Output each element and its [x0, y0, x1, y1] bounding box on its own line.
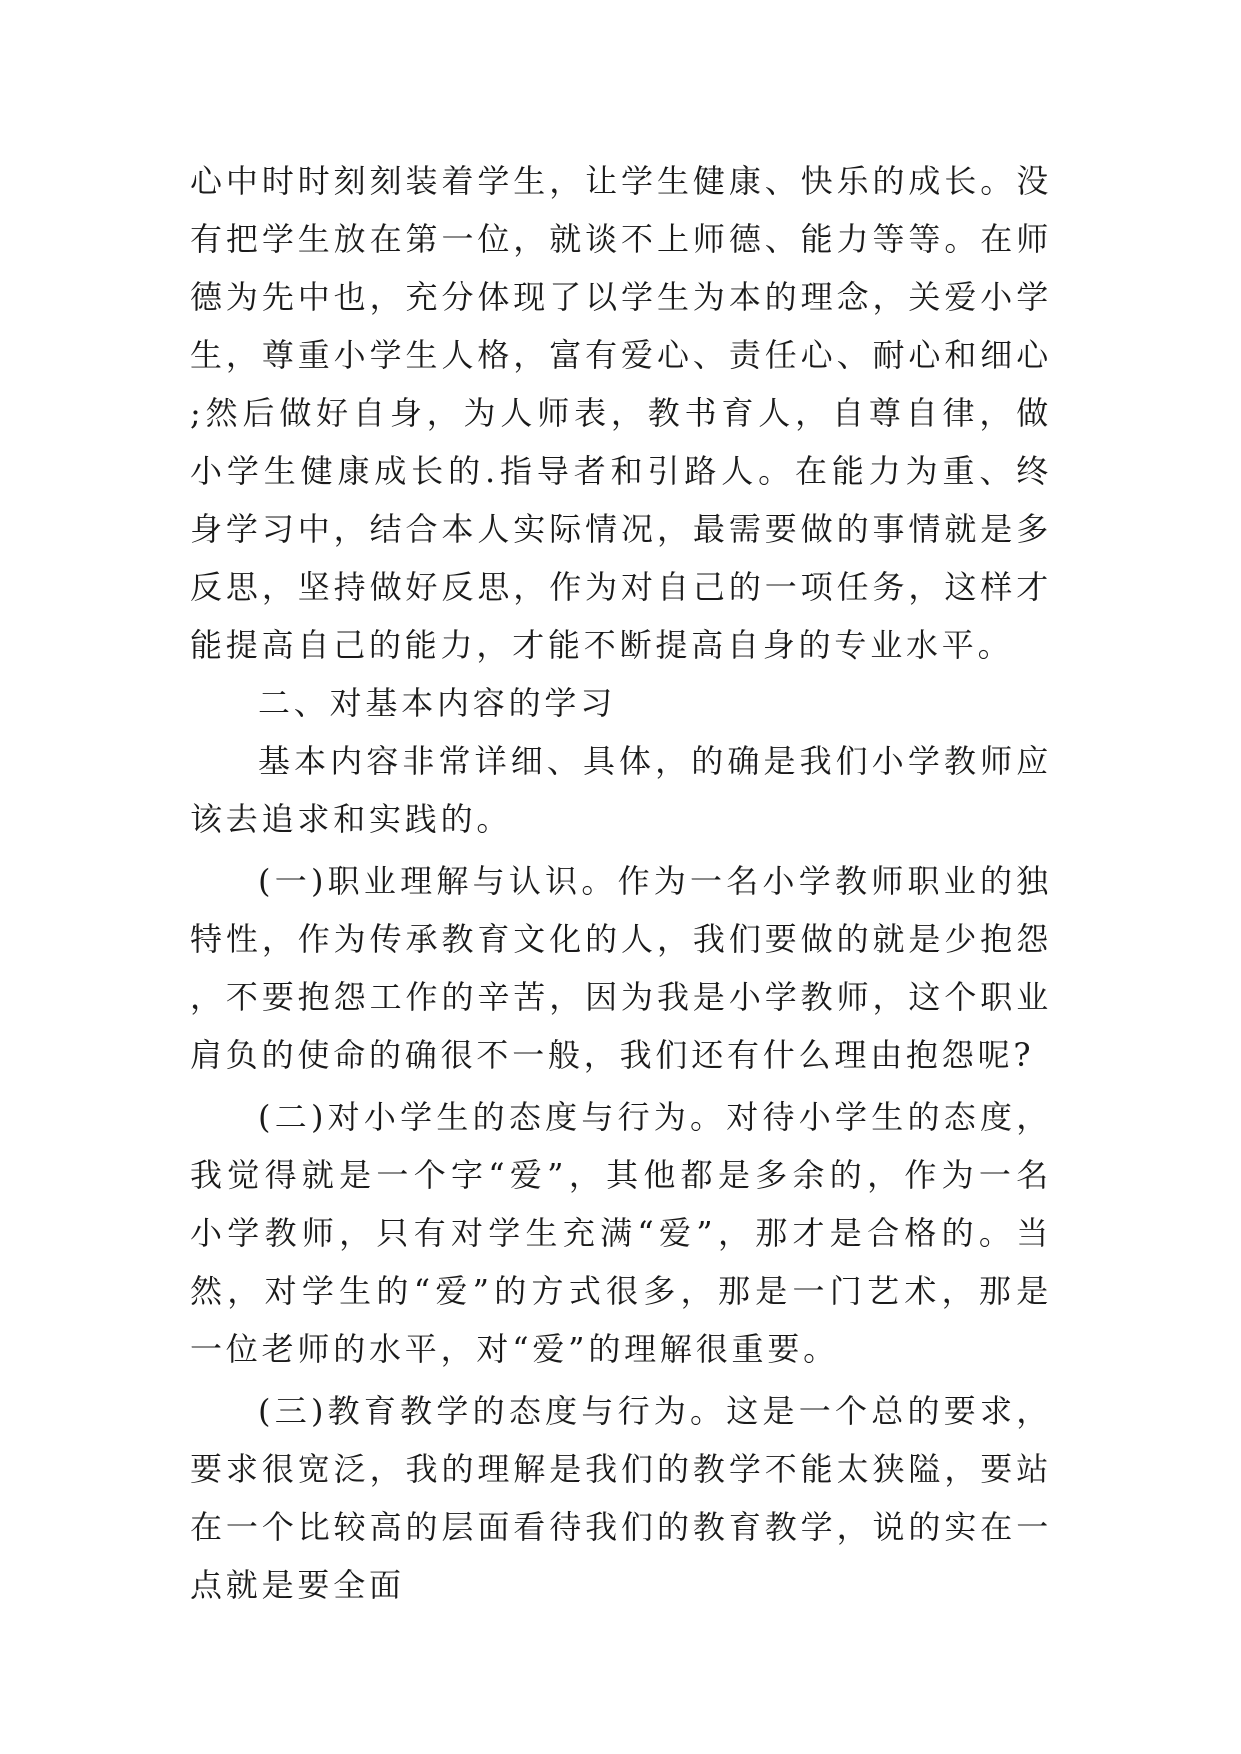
- paragraph-5: (三)教育教学的态度与行为。这是一个总的要求，要求很宽泛，我的理解是我们的教学不能太狭隘，要站在一个比较高的层面看待我们的教育教学，说的实在一点就是要全面: [190, 1392, 1052, 1604]
- paragraph-2: 基本内容非常详细、具体，的确是我们小学教师应该去追求和实践的。: [190, 742, 1052, 838]
- paragraph-3: (一)职业理解与认识。作为一名小学教师职业的独特性，作为传承教育文化的人，我们要做的就是少抱怨，不要抱怨工作的辛苦，因为我是小学教师，这个职业肩负的使命的确很不一般，我们还有什么理由抱怨呢?: [190, 862, 1052, 1074]
- section-heading: 二、对基本内容的学习: [258, 684, 617, 722]
- paragraph-4: (二)对小学生的态度与行为。对待小学生的态度，我觉得就是一个字“爱”，其他都是多余的，作为一名小学教师，只有对学生充满“爱”，那才是合格的。当然，对学生的“爱”的方式很多，那是一门艺术，那是一位老师的水平，对“爱”的理解很重要。: [190, 1098, 1052, 1368]
- paragraph-1: 心中时时刻刻装着学生，让学生健康、快乐的成长。没有把学生放在第一位，就谈不上师德、能力等等。在师德为先中也，充分体现了以学生为本的理念，关爱小学生，尊重小学生人格，富有爱心、责任心、耐心和细心;然后做好自身，为人师表，教书育人，自尊自律，做小学生健康成长的.指导者和引路人。在能力为重、终身学习中，结合本人实际情况，最需要做的事情就是多反思，坚持做好反思，作为对自己的一项任务，这样才能提高自己的能力，才能不断提高自身的专业水平。: [190, 162, 1052, 664]
- document-body: [190, 152, 1052, 1614]
